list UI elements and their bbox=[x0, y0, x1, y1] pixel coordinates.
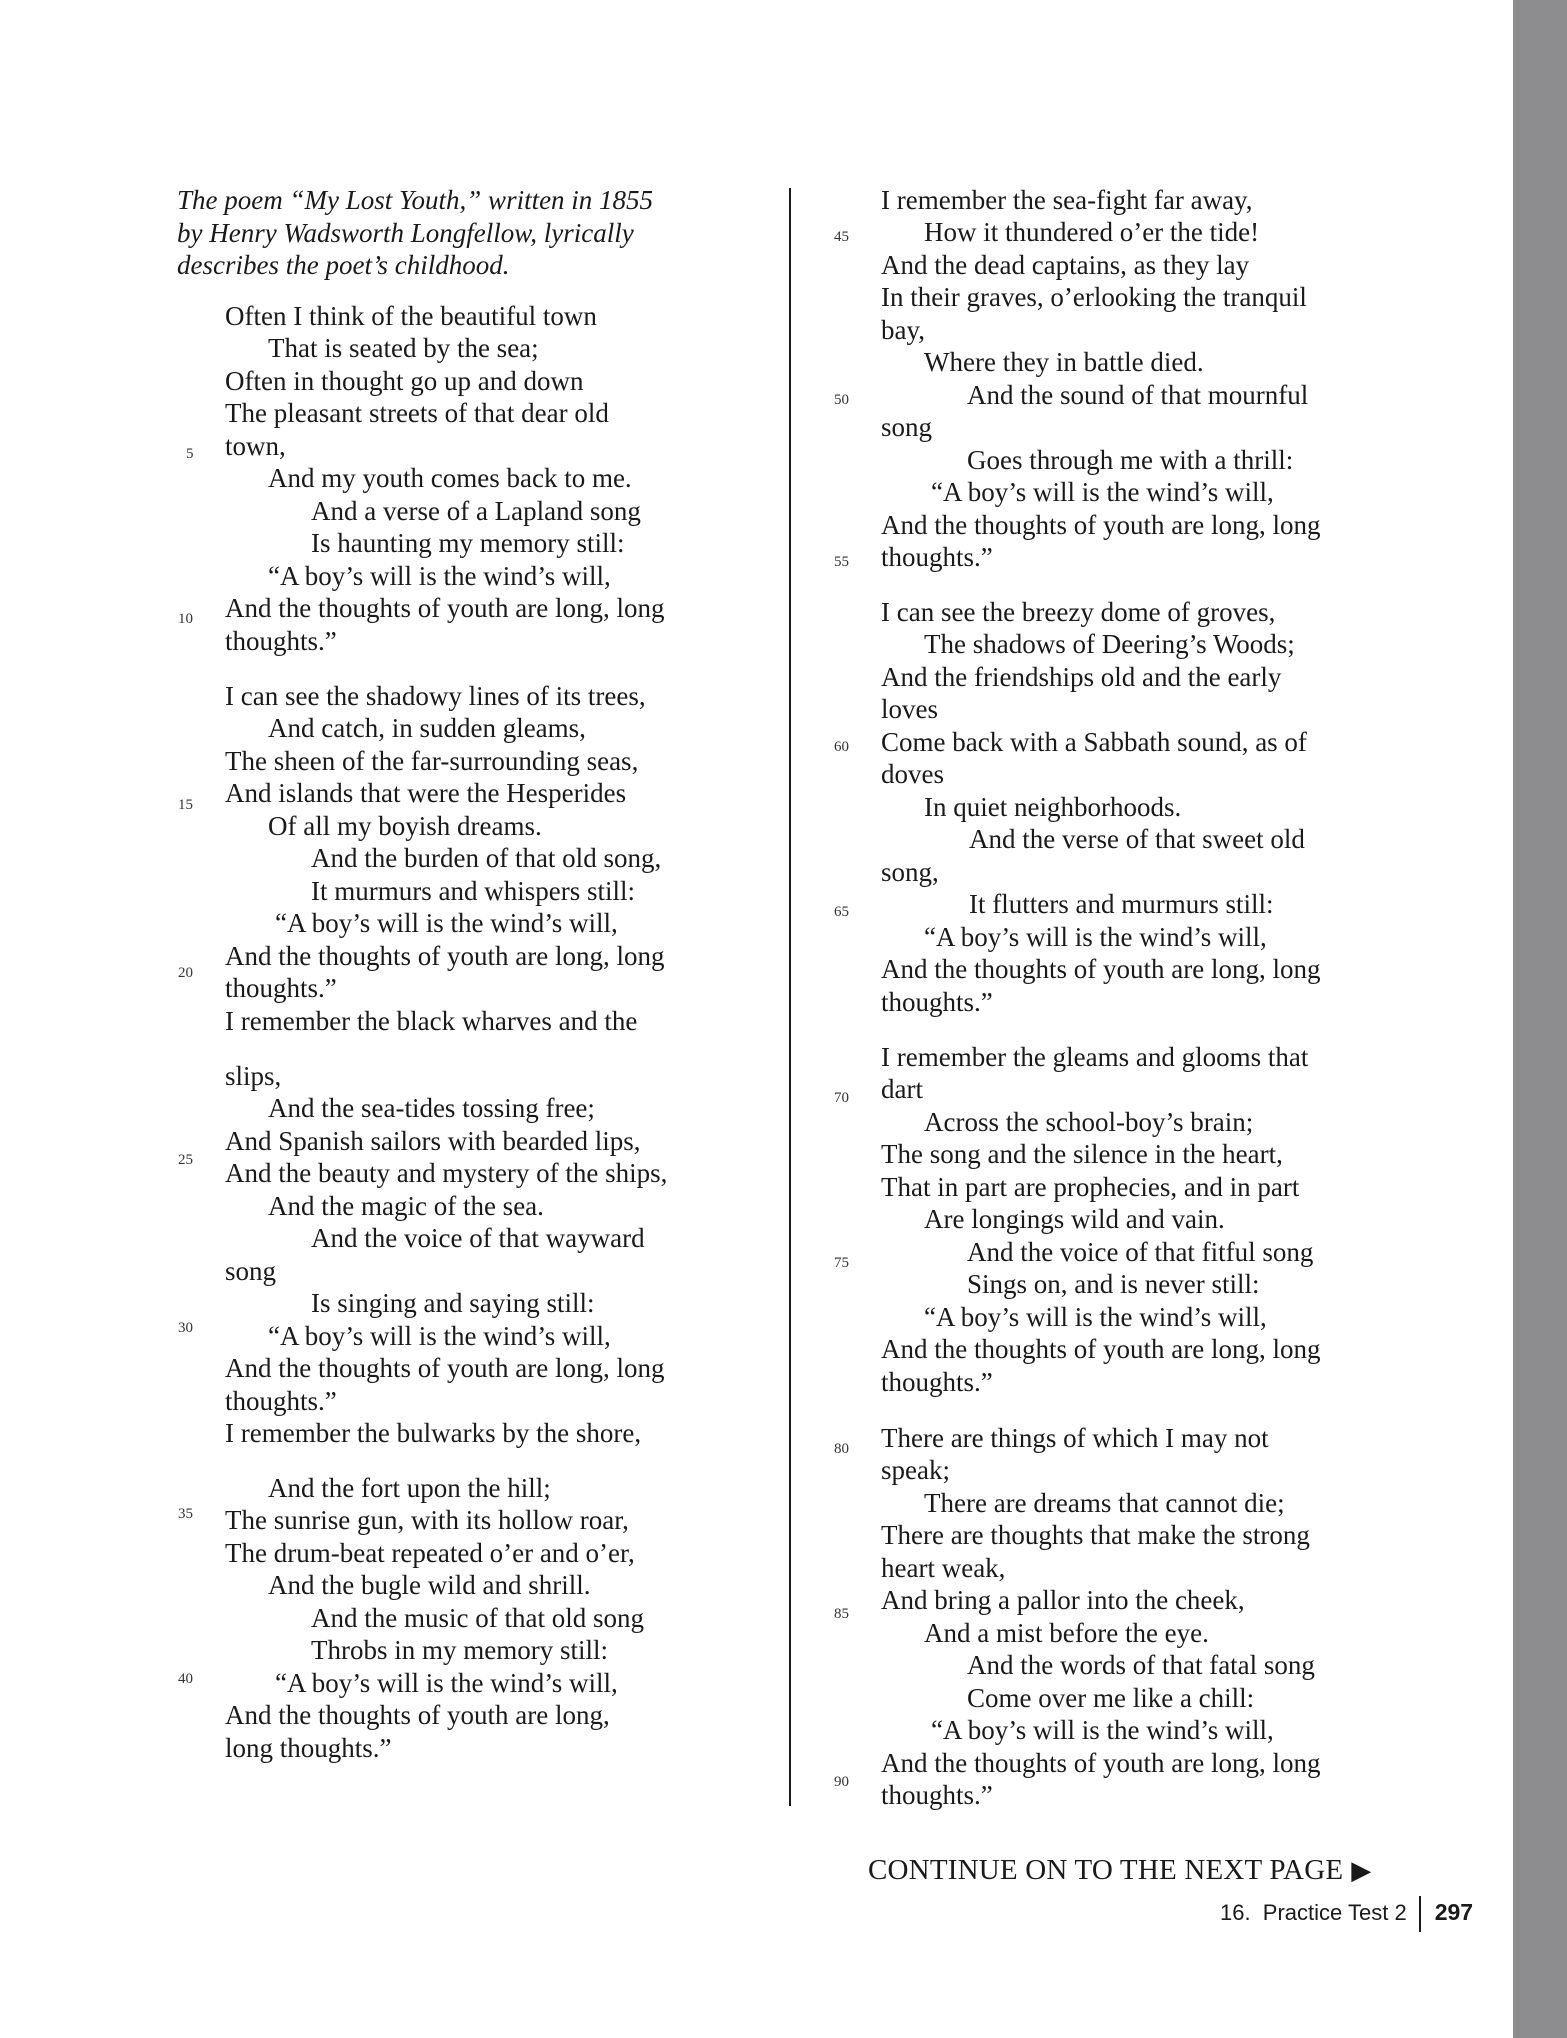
poem-line: Sings on, and is never still: bbox=[967, 1269, 1260, 1299]
line-number: 80 bbox=[834, 1441, 849, 1457]
line-number: 90 bbox=[834, 1774, 849, 1790]
poem-line: “A boy’s will is the wind’s will, bbox=[924, 1302, 1267, 1332]
poem-line: And the thoughts of youth are long, long bbox=[225, 1353, 665, 1383]
poem-line: speak; bbox=[881, 1455, 950, 1485]
page-edge-bar bbox=[1513, 0, 1567, 2038]
poem-line: And the thoughts of youth are long, long bbox=[881, 1334, 1321, 1364]
poem-line: I remember the sea-fight far away, bbox=[881, 185, 1253, 215]
poem-line: “A boy’s will is the wind’s will, bbox=[931, 477, 1274, 507]
poem-line: “A boy’s will is the wind’s will, bbox=[275, 1668, 618, 1698]
poem-line: And the friendships old and the early bbox=[881, 662, 1282, 692]
line-number: 70 bbox=[834, 1090, 849, 1106]
line-number: 10 bbox=[178, 611, 193, 627]
line-number: 25 bbox=[178, 1152, 193, 1168]
line-number: 65 bbox=[834, 904, 849, 920]
poem-line: thoughts.” bbox=[881, 1367, 993, 1397]
footer-divider bbox=[1419, 1896, 1421, 1932]
line-number: 40 bbox=[178, 1671, 193, 1687]
poem-line: Come back with a Sabbath sound, as of bbox=[881, 727, 1307, 757]
poem-line: And the sea-tides tossing free; bbox=[268, 1093, 595, 1123]
play-arrow-icon: ▶ bbox=[1351, 1856, 1372, 1885]
poem-line: thoughts.” bbox=[225, 1386, 337, 1416]
poem-line: dart bbox=[881, 1074, 923, 1104]
poem-line: And the fort upon the hill; bbox=[268, 1473, 551, 1503]
poem-line: thoughts.” bbox=[881, 542, 993, 572]
poem-line: How it thundered o’er the tide! bbox=[924, 217, 1260, 247]
poem-line: The drum-beat repeated o’er and o’er, bbox=[225, 1538, 635, 1568]
poem-line: song bbox=[225, 1256, 277, 1286]
poem-line: And Spanish sailors with bearded lips, bbox=[225, 1126, 641, 1156]
poem-line: And bring a pallor into the cheek, bbox=[881, 1585, 1245, 1615]
poem-line: And the thoughts of youth are long, long bbox=[225, 941, 665, 971]
poem-line: There are thoughts that make the strong bbox=[881, 1520, 1310, 1550]
poem-line: doves bbox=[881, 759, 944, 789]
poem-line: “A boy’s will is the wind’s will, bbox=[268, 561, 611, 591]
poem-line: thoughts.” bbox=[881, 987, 993, 1017]
poem-line: song bbox=[881, 412, 933, 442]
poem-line: And catch, in sudden gleams, bbox=[268, 713, 586, 743]
line-number: 15 bbox=[178, 797, 193, 813]
poem-line: The song and the silence in the heart, bbox=[881, 1139, 1283, 1169]
poem-line: loves bbox=[881, 694, 938, 724]
poem-line: It murmurs and whispers still: bbox=[311, 876, 635, 906]
poem-line: thoughts.” bbox=[225, 626, 337, 656]
poem-line: The sheen of the far-surrounding seas, bbox=[225, 746, 639, 776]
poem-line: And the sound of that mournful bbox=[967, 380, 1309, 410]
poem-line: And the voice of that wayward bbox=[311, 1223, 645, 1253]
page-footer bbox=[1220, 1892, 1473, 1932]
poem-line: long thoughts.” bbox=[225, 1733, 392, 1763]
intro-line: describes the poet’s childhood. bbox=[177, 250, 510, 281]
poem-line: And the bugle wild and shrill. bbox=[268, 1570, 591, 1600]
footer-section: 16. Practice Test 2 bbox=[1220, 1900, 1407, 1925]
poem-line: That in part are prophecies, and in part bbox=[881, 1172, 1300, 1202]
poem-line: And my youth comes back to me. bbox=[268, 463, 632, 493]
poem-line: And the thoughts of youth are long, long bbox=[225, 593, 665, 623]
poem-line: And the dead captains, as they lay bbox=[881, 250, 1250, 280]
poem-line: thoughts.” bbox=[881, 1780, 993, 1810]
poem-line: Throbs in my memory still: bbox=[311, 1635, 608, 1665]
poem-line: And the burden of that old song, bbox=[311, 843, 662, 873]
poem-line: And the verse of that sweet old bbox=[969, 824, 1305, 854]
poem-line: Often I think of the beautiful town bbox=[225, 301, 597, 331]
line-number: 20 bbox=[178, 965, 193, 981]
poem-line: And the words of that fatal song bbox=[967, 1650, 1315, 1680]
line-number: 50 bbox=[834, 392, 849, 408]
poem-line: And islands that were the Hesperides bbox=[225, 778, 627, 808]
poem-line: And the thoughts of youth are long, long bbox=[881, 510, 1321, 540]
line-number: 55 bbox=[834, 554, 849, 570]
poem-line: I can see the shadowy lines of its trees, bbox=[225, 681, 646, 711]
poem-line: And a mist before the eye. bbox=[924, 1618, 1209, 1648]
poem-line: Of all my boyish dreams. bbox=[268, 811, 542, 841]
poem-line: And the beauty and mystery of the ships, bbox=[225, 1158, 668, 1188]
poem-line: And the thoughts of youth are long, long bbox=[881, 954, 1321, 984]
poem-line: There are things of which I may not bbox=[881, 1423, 1269, 1453]
line-number: 30 bbox=[178, 1320, 193, 1336]
line-number: 75 bbox=[834, 1255, 849, 1271]
poem-line: heart weak, bbox=[881, 1553, 1006, 1583]
line-number: 85 bbox=[834, 1606, 849, 1622]
poem-line: Is haunting my memory still: bbox=[311, 528, 625, 558]
intro-line: The poem “My Lost Youth,” written in 1855 bbox=[177, 185, 654, 215]
poem-line: slips, bbox=[225, 1061, 282, 1091]
poem-line: There are dreams that cannot die; bbox=[924, 1488, 1285, 1518]
poem-line: And the thoughts of youth are long, bbox=[225, 1700, 610, 1730]
poem-line: The sunrise gun, with its hollow roar, bbox=[225, 1505, 629, 1535]
poem-line: In quiet neighborhoods. bbox=[924, 792, 1182, 822]
poem-line: I remember the bulwarks by the shore, bbox=[225, 1418, 642, 1448]
poem-line: “A boy’s will is the wind’s will, bbox=[275, 908, 618, 938]
poem-line: Are longings wild and vain. bbox=[924, 1204, 1225, 1234]
intro-paragraph bbox=[177, 184, 737, 282]
poem-line: And the magic of the sea. bbox=[268, 1191, 544, 1221]
line-number: 35 bbox=[178, 1506, 193, 1522]
poem-line: song, bbox=[881, 857, 939, 887]
poem-line: I remember the black wharves and the bbox=[225, 1006, 638, 1036]
poem-line: “A boy’s will is the wind’s will, bbox=[931, 1715, 1274, 1745]
intro-line: by Henry Wadsworth Longfellow, lyrically bbox=[177, 217, 634, 248]
poem-line: “A boy’s will is the wind’s will, bbox=[268, 1321, 611, 1351]
poem-line: thoughts.” bbox=[225, 973, 337, 1003]
poem-line: Often in thought go up and down bbox=[225, 366, 584, 396]
poem-line: Where they in battle died. bbox=[924, 347, 1204, 377]
poem-line: The pleasant streets of that dear old bbox=[225, 398, 609, 428]
poem-line: I remember the gleams and glooms that bbox=[881, 1042, 1309, 1072]
poem-line: Goes through me with a thrill: bbox=[967, 445, 1294, 475]
line-number: 45 bbox=[834, 229, 849, 245]
continue-notice bbox=[868, 1853, 1371, 1888]
poem-line: And a verse of a Lapland song bbox=[311, 496, 641, 526]
poem-line: Come over me like a chill: bbox=[967, 1683, 1255, 1713]
poem-line: In their graves, o’erlooking the tranquil bbox=[881, 282, 1307, 312]
continue-text: CONTINUE ON TO THE NEXT PAGE bbox=[868, 1854, 1344, 1886]
line-number: 60 bbox=[834, 739, 849, 755]
poem-line: bay, bbox=[881, 315, 925, 345]
poem-line: “A boy’s will is the wind’s will, bbox=[924, 922, 1267, 952]
column-divider bbox=[789, 188, 791, 1806]
poem-line: Is singing and saying still: bbox=[311, 1288, 595, 1318]
poem-line: Across the school-boy’s brain; bbox=[924, 1107, 1254, 1137]
poem-line: That is seated by the sea; bbox=[268, 333, 539, 363]
poem-line: And the voice of that fitful song bbox=[967, 1237, 1314, 1267]
poem-line: It flutters and murmurs still: bbox=[969, 889, 1274, 919]
poem-line: town, bbox=[225, 431, 286, 461]
poem-line: And the music of that old song bbox=[311, 1603, 644, 1633]
poem-line: And the thoughts of youth are long, long bbox=[881, 1748, 1321, 1778]
line-number: 5 bbox=[186, 446, 194, 462]
poem-line: The shadows of Deering’s Woods; bbox=[924, 629, 1295, 659]
page-number: 297 bbox=[1434, 1899, 1474, 1925]
poem-line: I can see the breezy dome of groves, bbox=[881, 597, 1276, 627]
